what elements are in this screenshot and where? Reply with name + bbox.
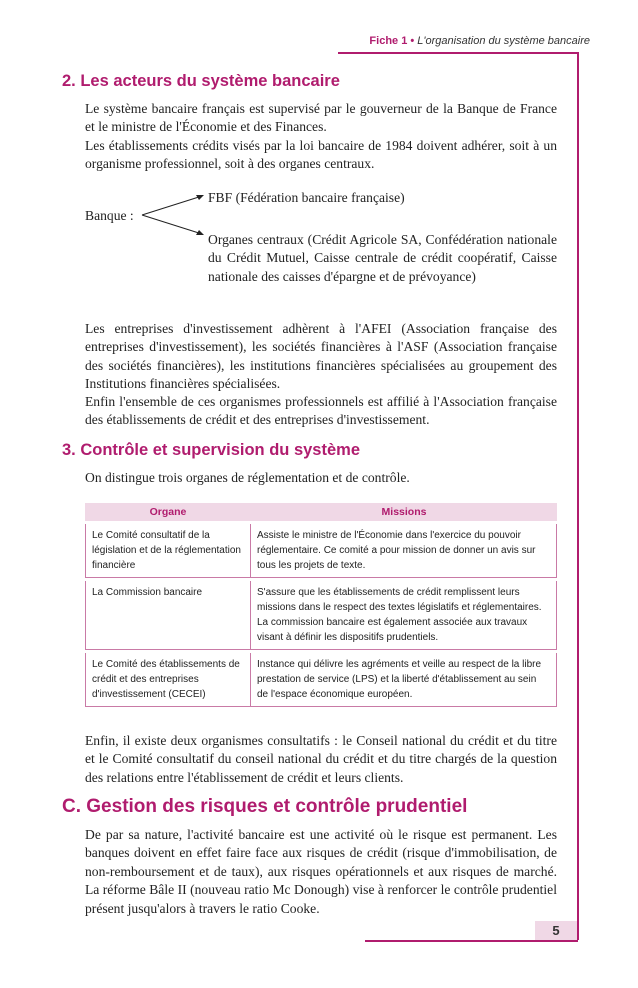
section-c-title: C. Gestion des risques et contrôle prudentiel (62, 796, 468, 817)
diagram-branch-fbf: FBF (Fédération bancaire française) (208, 190, 405, 205)
sC-paragraph-1: De par sa nature, l'activité bancaire est une activité où le risque est permanent. Les banques doivent en effet faire face aux risques de crédit (risque d'immobilisation, de non-remboursement et de taux), aux risques opérationnels et aux risques de marché. La réforme Bâle II (nouveau ratio Mc Donough) vise à renforcer le contrôle prudentiel présent jusqu'alors à travers le ratio Cooke. (85, 827, 557, 916)
table-header-organe: Organe (85, 503, 251, 521)
footer-rule (365, 940, 578, 942)
table-header-missions: Missions (251, 503, 557, 521)
header-title: L'organisation du système bancaire (417, 35, 590, 47)
header-bullet: • (407, 35, 418, 47)
branch-arrows (140, 190, 210, 240)
table-cell-organe: Le Comité consultatif de la législation et de la réglementation financière (85, 524, 251, 578)
header-rule (338, 52, 578, 54)
s2-paragraph-2: Les établissements crédits visés par la loi bancaire de 1984 doivent adhérer, soit à un organisme professionnel, soit à des organes centraux. (85, 138, 557, 172)
table-cell-missions: Assiste le ministre de l'Économie dans l'exercice du pouvoir réglementaire. Ce comité a pour mission de donner un avis sur tous les projets de texte. (251, 524, 557, 578)
table-row (85, 524, 557, 578)
diagram-branch-organes: Organes centraux (Crédit Agricole SA, Confédération nationale du Crédit Mutuel, Caisse centrale de crédit coopératif, Caisse nationale des caisses d'épargne et de prévoyance) (208, 232, 557, 284)
header-fiche: Fiche 1 (369, 35, 408, 47)
table-cell-missions: Instance qui délivre les agréments et veille au respect de la libre prestation de service (LPS) et la liberté d'établissement au sein de l'espace économique européen. (251, 653, 557, 707)
table-cell-missions: S'assure que les établissements de crédit remplissent leurs missions dans le respect des textes législatifs et réglementaires. La commission bancaire est également associée aux travaux visant à définir les dispositifs prudentiels. (251, 581, 557, 650)
page-number: 5 (535, 921, 577, 940)
section-2-title: 2. Les acteurs du système bancaire (62, 72, 340, 90)
s2-paragraph-4: Enfin l'ensemble de ces organismes professionnels est affilié à l'Association française des établissements de crédit et des entreprises d'investissement. (85, 394, 557, 428)
table-row (85, 581, 557, 650)
s2-paragraph-1: Le système bancaire français est supervisé par le gouverneur de la Banque de France et le ministre de l'Économie et des Finances. (85, 101, 557, 135)
side-rule (577, 52, 579, 940)
organes-table (85, 500, 557, 710)
table-row (85, 653, 557, 707)
section-3-title: 3. Contrôle et supervision du système (62, 441, 360, 459)
table-cell-organe: Le Comité des établissements de crédit et des entreprises d'investissement (CECEI) (85, 653, 251, 707)
s2-paragraph-3: Les entreprises d'investissement adhèrent à l'AFEI (Association française des entreprises d'investissement), les sociétés financières à l'ASF (Association française des sociétés financières), les institutions financières spécialisées au groupement des Institutions financières spécialisées. (85, 321, 557, 392)
table-cell-organe: La Commission bancaire (85, 581, 251, 650)
running-header (0, 35, 590, 47)
diagram-label: Banque : (85, 208, 134, 223)
s3-intro: On distingue trois organes de réglementation et de contrôle. (85, 470, 410, 485)
s3-outro: Enfin, il existe deux organismes consultatifs : le Conseil national du crédit et du titre et le Comité consultatif du conseil national du crédit et du titre chargés de la question des relations entre l'établissement de crédit et leurs clients. (85, 733, 557, 785)
